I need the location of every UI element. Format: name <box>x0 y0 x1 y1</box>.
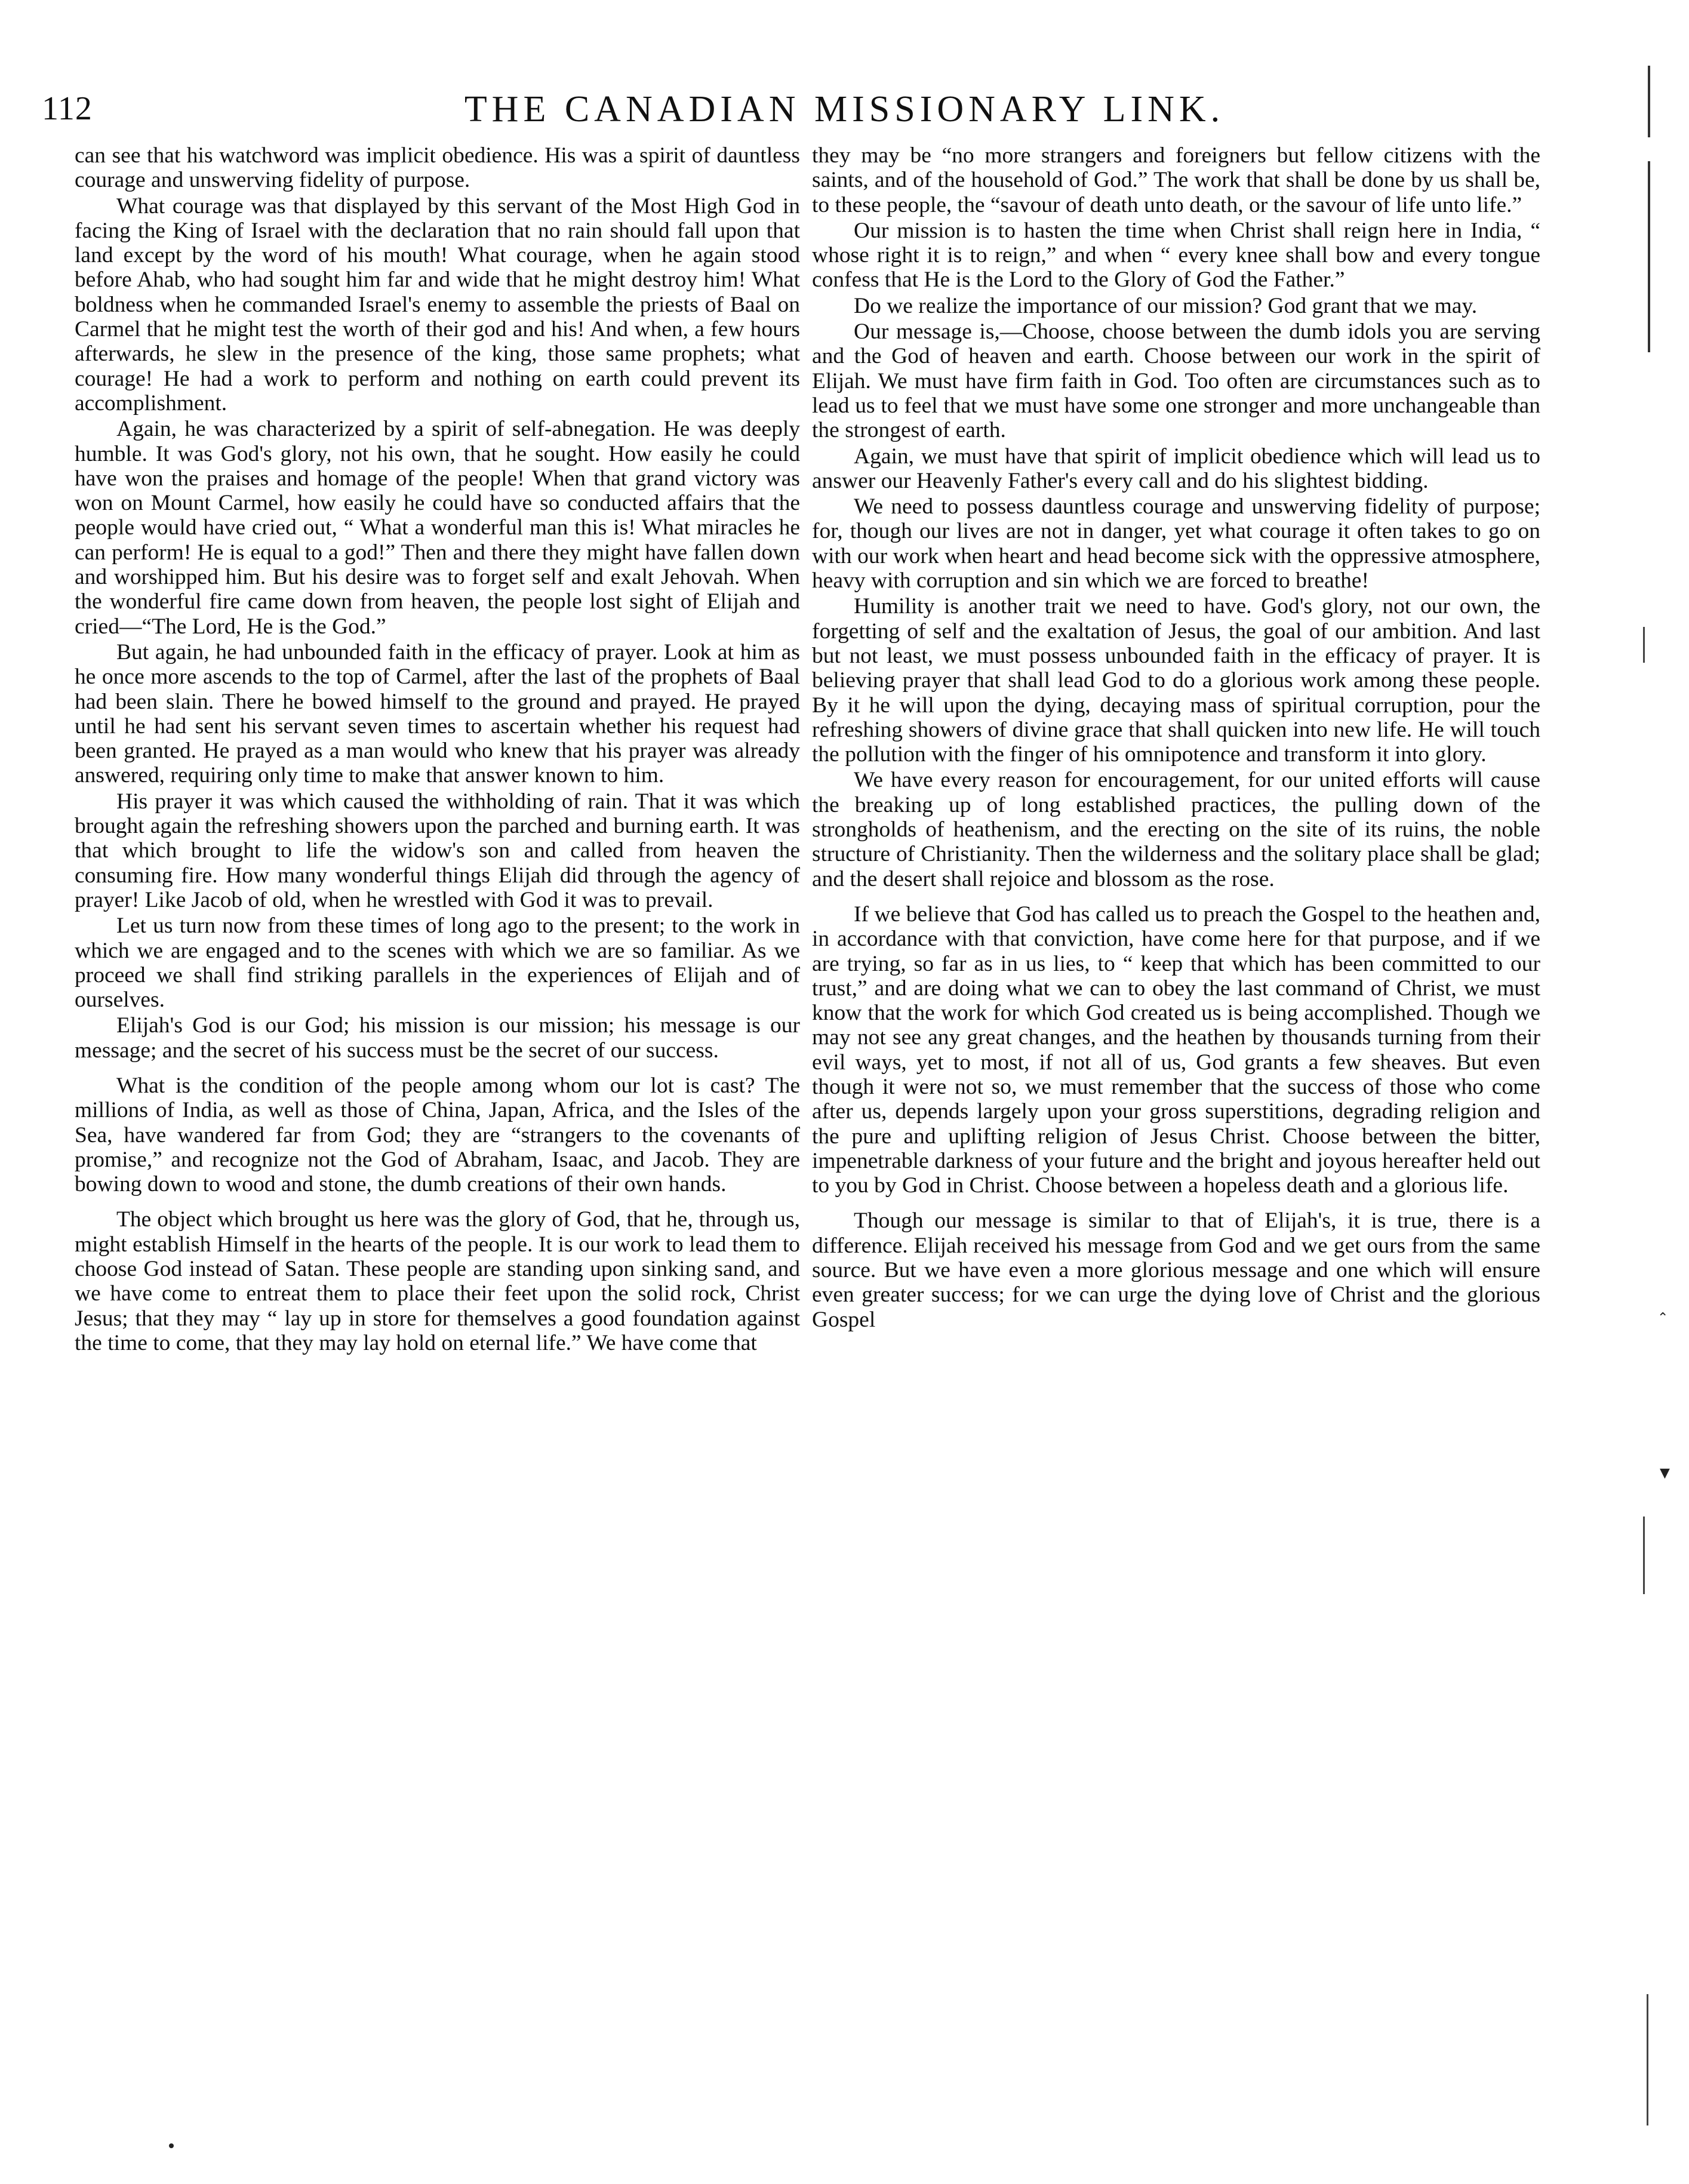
paragraph: Let us turn now from these times of long ago to the present; to the work in which we are engaged and to the scenes with which we are so familiar. As we proceed we shall find striking parallels in the experiences of Elijah and of ourselves. <box>75 913 800 1013</box>
scan-mark-icon: ⌃ <box>1657 1311 1669 1325</box>
page-title: THE CANADIAN MISSIONARY LINK. <box>464 89 1225 130</box>
paragraph: can see that his watchword was implicit obedience. His was a spirit of dauntless courage and unswerving fidelity of purpose. <box>75 143 800 193</box>
paragraph: Elijah's God is our God; his mission is our mission; his message is our message; and the secret of his success must be the secret of our success. <box>75 1013 800 1063</box>
right-column <box>812 143 1540 1333</box>
paragraph: What courage was that displayed by this servant of the Most High God in facing the King of Israel with the declaration that no rain should fall upon that land except by the word of his mouth! What courage, when he again stood before Ahab, who had sought him far and wide that he might destroy him! What boldness when he commanded Israel's enemy to assemble the priests of Baal on Carmel that he might test the worth of their god and his! And when, a few hours afterwards, he slew in the presence of the king, those same prophets; what courage! He had a work to perform and nothing on earth could prevent its accomplishment. <box>75 193 800 416</box>
paragraph: they may be “no more strangers and foreigners but fellow citizens with the saints, and of the household of God.” The work that shall be done by us shall be, to these people, the “savour of death unto death, or the savour of life unto life.” <box>812 143 1540 217</box>
bottom-dot <box>169 2143 174 2148</box>
left-column <box>75 143 800 1356</box>
paragraph: The object which brought us here was the glory of God, that he, through us, might establish Himself in the hearts of the people. It is our work to lead them to choose God instead of Satan. These people are standing upon sinking sand, and we have come to entreat them to place their feet upon the solid rock, Christ Jesus; that they may “ lay up in store for themselves a good foundation against the time to come, that they may lay hold on eternal life.” We have come that <box>75 1207 800 1355</box>
margin-rule <box>1648 161 1650 352</box>
margin-rule <box>1648 66 1650 137</box>
paragraph: Our message is,—Choose, choose between the dumb idols you are serving and the God of heaven and earth. Choose between our work in the spirit of Elijah. We must have firm faith in God. Too often are circumstances such as to lead us to feel that we must have some one stronger and more unchangeable than the strongest of earth. <box>812 319 1540 443</box>
paragraph: Our mission is to hasten the time when Christ shall reign here in India, “ whose right it is to reign,” and when “ every knee shall bow and every tongue confess that He is the Lord to the Glory of God the Father.” <box>812 218 1540 293</box>
margin-mark <box>1647 1994 1648 2125</box>
paragraph: His prayer it was which caused the withholding of rain. That it was which brought again the refreshing showers upon the parched and burning earth. It was that which brought to life the widow's son and called from heaven the consuming fire. How many wonderful things Elijah did through the agency of prayer! Like Jacob of old, when he wrestled with God it was to prevail. <box>75 789 800 912</box>
paragraph: Though our message is similar to that of Elijah's, it is true, there is a difference. Elijah received his message from God and we get ours from the same source. But we have even a more glorious message and one which will ensure even greater success; for we can urge the dying love of Christ and the glorious Gospel <box>812 1208 1540 1332</box>
paragraph: We have every reason for encouragement, for our united efforts will cause the breaking up of long established practices, the pulling down of the strongholds of heathenism, and the erecting on the site of its ruins, the noble structure of Christianity. Then the wilderness and the solitary place shall be glad; and the desert shall rejoice and blossom as the rose. <box>812 768 1540 891</box>
page-number: 112 <box>42 90 93 127</box>
paragraph: We need to possess dauntless courage and unswerving fidelity of purpose; for, though our lives are not in danger, yet what courage it often takes to go on with our work when heart and head become sick with the oppressive atmosphere, heavy with corruption and sin which we are forced to breathe! <box>812 494 1540 593</box>
paragraph: Do we realize the importance of our mission? God grant that we may. <box>854 293 1478 318</box>
paragraph: Again, we must have that spirit of implicit obedience which will lead us to answer our Heavenly Father's every call and do his slightest bidding. <box>812 444 1540 493</box>
scan-mark-icon: ▼ <box>1660 1466 1670 1481</box>
paragraph: What is the condition of the people among whom our lot is cast? The millions of India, as well as those of China, Japan, Africa, and the Isles of the Sea, have wandered far from God; they are “strangers to the covenants of promise,” and recognize not the God of Abraham, Isaac, and Jacob. They are bowing down to wood and stone, the dumb creations of their own hands. <box>75 1073 800 1197</box>
margin-mark <box>1643 1517 1645 1594</box>
margin-mark <box>1643 627 1645 663</box>
paragraph: If we believe that God has called us to preach the Gospel to the heathen and, in accordance with that conviction, have come here for that purpose, and if we are trying, so far as in us lies, to “ keep that which has been committed to our trust,” and are doing what we can to obey the last command of Christ, we must know that the work for which God created us is being accomplished. Though we may not see any great changes, and the heathen by thousands turning from their evil ways, yet to most, if not all of us, God grants a few sheaves. But even though it were not so, we must remember that the success of those who come after us, depends largely upon your gross superstitions, degrading religion and the pure and uplifting religion of Jesus Christ. Choose between the bitter, impenetrable darkness of your future and the bright and joyous hereafter held out to you by God in Christ. Choose between a hopeless death and a glorious life. <box>812 902 1540 1198</box>
paragraph: But again, he had unbounded faith in the efficacy of prayer. Look at him as he once more ascends to the top of Carmel, after the last of the prophets of Baal had been slain. There he bowed himself to the ground and prayed. He prayed until he had sent his servant seven times to ascertain whether his request had been granted. He prayed as a man would who knew that his prayer was already answered, requiring only time to make that answer known to him. <box>75 639 800 788</box>
paragraph: Again, he was characterized by a spirit of self-abnegation. He was deeply humble. It was God's glory, not his own, that he sought. How easily he could have won the praises and homage of the people! When that grand victory was won on Mount Carmel, how easily he could have so conducted affairs that the people would have cried out, “ What a wonderful man this is! What miracles he can perform! He is equal to a god!” Then and there they might have fallen down and worshipped him. But his desire was to forget self and exalt Jehovah. When the wonderful fire came down from heaven, the people lost sight of Elijah and cried—“The Lord, He is the God.” <box>75 417 800 639</box>
paragraph: Humility is another trait we need to have. God's glory, not our own, the forgetting of self and the exaltation of Jesus, the goal of our ambition. And last but not least, we must possess unbounded faith in the efficacy of prayer. It is believing prayer that shall lead God to do a glorious work among these people. By it he will upon the dying, decaying mass of spiritual corruption, pour the refreshing showers of divine grace that shall quicken into new life. He will touch the pollution with the finger of his omnipotence and transform it into glory. <box>812 594 1540 767</box>
